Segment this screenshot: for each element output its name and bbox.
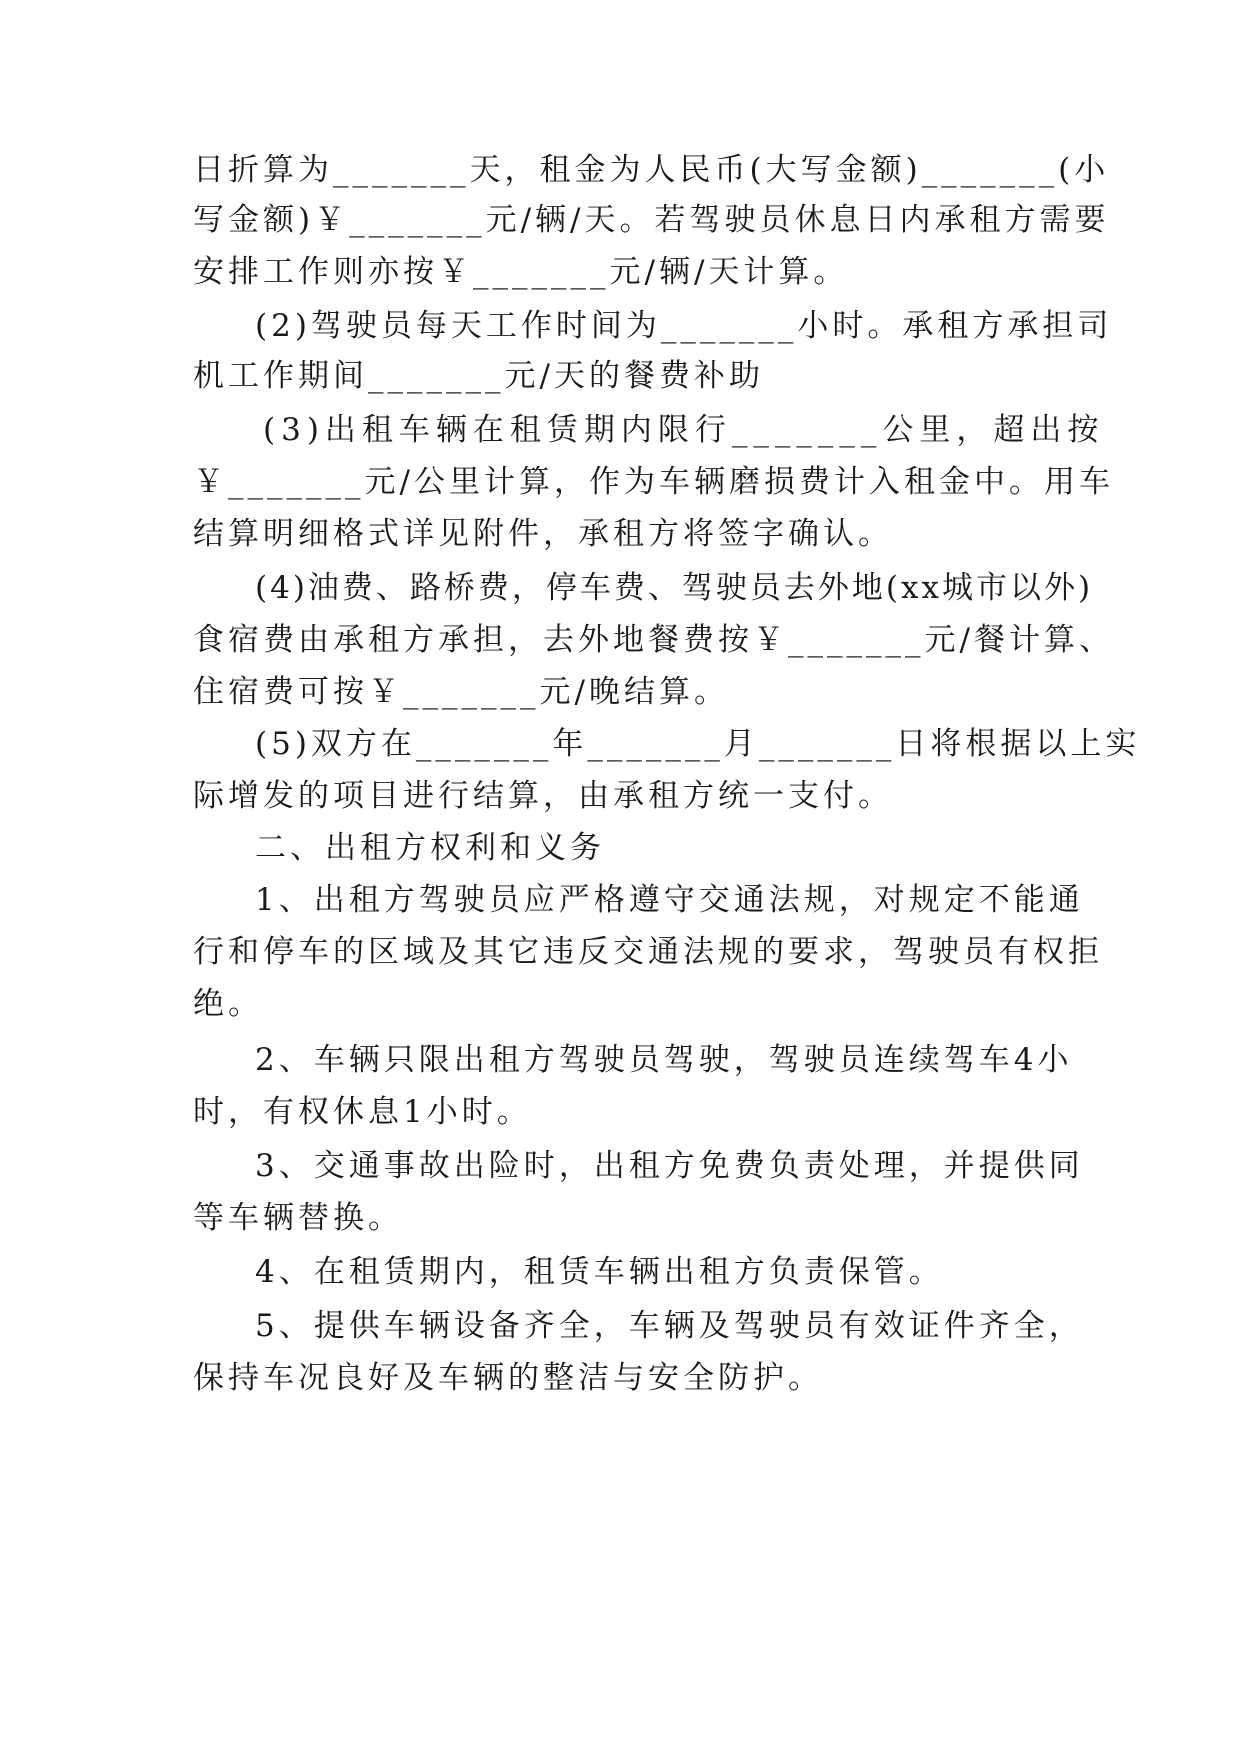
clause-5-line-1: (5)双方在_______年_______月_______日将根据以上实: [255, 726, 1141, 762]
item-5-line-1: 5、提供车辆设备齐全，车辆及驾驶员有效证件齐全，: [255, 1308, 1084, 1344]
clause-4-line-2: 食宿费由承租方承担，去外地餐费按￥_______元/餐计算、: [193, 622, 1114, 658]
item-3-line-1: 3、交通事故出险时，出租方免费负责处理，并提供同: [255, 1148, 1084, 1184]
item-1-line-3: 绝。: [193, 986, 263, 1022]
text-line-2: 写金额)￥_______元/辆/天。若驾驶员休息日内承租方需要: [193, 202, 1110, 238]
clause-3-line-3: 结算明细格式详见附件，承租方将签字确认。: [193, 516, 893, 552]
item-2-line-1: 2、车辆只限出租方驾驶员驾驶，驾驶员连续驾车4小: [255, 1042, 1073, 1078]
clause-4-line-1: (4)油费、路桥费，停车费、驾驶员去外地(xx城市以外): [255, 570, 1094, 606]
clause-3-line-1: (3)出租车辆在租赁期内限行_______公里，超出按: [263, 412, 1105, 448]
text-line-3: 安排工作则亦按￥_______元/辆/天计算。: [193, 254, 849, 290]
item-2-line-2: 时，有权休息1小时。: [193, 1094, 532, 1130]
text-line-1: 日折算为_______天，租金为人民币(大写金额)_______(小: [193, 152, 1110, 188]
item-4-line-1: 4、在租赁期内，租赁车辆出租方负责保管。: [255, 1254, 944, 1290]
item-1-line-2: 行和停车的区域及其它违反交通法规的要求，驾驶员有权拒: [193, 934, 1103, 970]
section-heading: 二、出租方权利和义务: [255, 830, 605, 866]
item-5-line-2: 保持车况良好及车辆的整洁与安全防护。: [193, 1360, 823, 1396]
clause-4-line-3: 住宿费可按￥_______元/晚结算。: [193, 674, 729, 710]
clause-2-line-2: 机工作期间_______元/天的餐费补助: [193, 358, 764, 394]
clause-3-line-2: ￥_______元/公里计算，作为车辆磨损费计入租金中。用车: [193, 464, 1114, 500]
item-3-line-2: 等车辆替换。: [193, 1200, 403, 1236]
item-1-line-1: 1、出租方驾驶员应严格遵守交通法规，对规定不能通: [255, 882, 1084, 918]
clause-2-line-1: (2)驾驶员每天工作时间为_______小时。承租方承担司: [255, 308, 1113, 344]
clause-5-line-2: 际增发的项目进行结算，由承租方统一支付。: [193, 778, 893, 814]
